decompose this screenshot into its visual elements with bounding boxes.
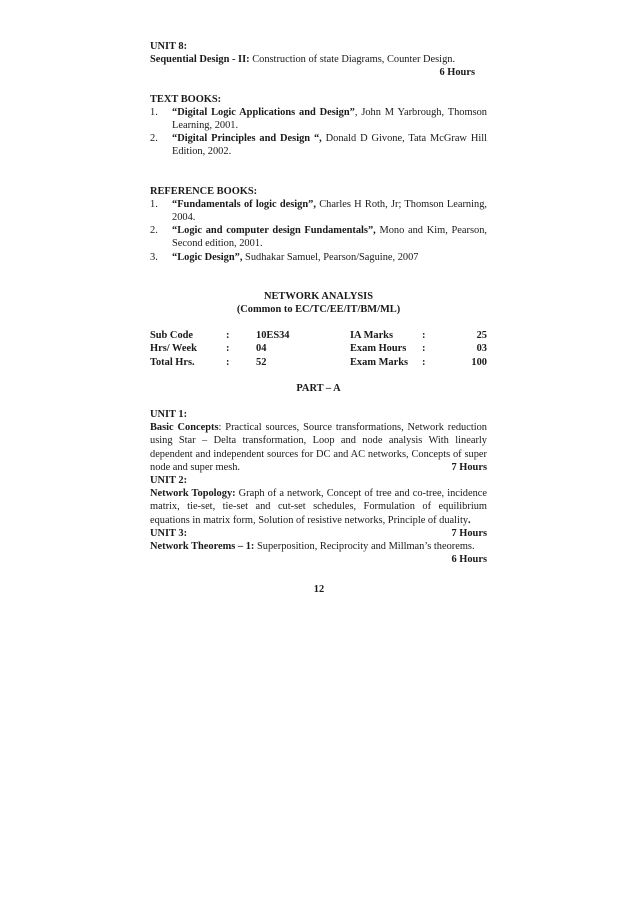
reference-number: 1. xyxy=(150,198,158,210)
hrs-week-label: Hrs/ Week xyxy=(150,343,197,355)
textbook-item xyxy=(150,106,487,132)
reference-number: 3. xyxy=(150,251,158,263)
total-hrs-value: 52 xyxy=(256,356,267,368)
separator: : xyxy=(226,330,230,342)
separator: : xyxy=(226,343,230,355)
textbooks-list xyxy=(150,106,487,159)
table-row xyxy=(150,356,487,369)
unit1-hours: 7 Hours xyxy=(451,461,487,473)
reference-item xyxy=(150,224,487,250)
unit3-label: Network Theorems – 1: xyxy=(150,541,255,553)
reference-item xyxy=(150,251,487,264)
course-common: (Common to EC/TC/EE/IT/BM/ML) xyxy=(236,304,401,316)
unit2-title: UNIT 2: xyxy=(150,475,188,487)
textbook-details: , John M Yarbrough, Thomson Learning, 2001. xyxy=(172,106,487,132)
separator: : xyxy=(422,356,426,368)
course-info-table xyxy=(150,329,487,369)
sub-code-label: Sub Code xyxy=(150,330,194,342)
reference-details: Charles H Roth, Jr; Thomson Learning, 2004. xyxy=(172,198,487,224)
exam-marks-value: 100 xyxy=(471,356,487,368)
course-title: NETWORK ANALYSIS xyxy=(263,290,374,302)
unit1-content xyxy=(150,421,487,474)
reference-details: Mono and Kim, Pearson, Second edition, 2001. xyxy=(172,225,487,250)
reference-title: “Logic and computer design Fundamentals”, xyxy=(172,225,376,237)
exam-marks-label: Exam Marks xyxy=(350,356,409,368)
table-row xyxy=(150,329,487,342)
textbook-title: “Digital Logic Applications and Design” xyxy=(172,106,355,118)
reference-heading: REFERENCE BOOKS: xyxy=(150,185,258,197)
unit8-title: UNIT 8: xyxy=(150,41,188,52)
table-row xyxy=(150,342,487,355)
part-heading: PART – A xyxy=(296,382,341,394)
reference-title: “Logic Design”, xyxy=(172,251,243,263)
unit3-hours: 6 Hours xyxy=(451,554,487,566)
reference-number: 2. xyxy=(150,225,158,237)
hrs-week-value: 04 xyxy=(256,343,267,355)
exam-hours-label: Exam Hours xyxy=(350,343,407,355)
sub-code-value: 10ES34 xyxy=(256,330,290,342)
unit8-topic-label: Sequential Design - II: xyxy=(150,54,250,66)
unit2-text: Graph of a network, Concept of tree and co-tree, incidence matrix, tie-set, tie-set and cut-set schedules, Formulation of equilibrium equations in matrix form, Solution of resistive networks, Principle of duality xyxy=(150,488,487,526)
separator: : xyxy=(422,330,426,342)
textbook-title: “Digital Principles and Design “, xyxy=(172,133,322,145)
unit2-hours: 7 Hours xyxy=(451,527,487,539)
unit3-content xyxy=(150,540,487,566)
textbook-item xyxy=(150,132,487,158)
reference-item xyxy=(150,198,487,224)
separator: : xyxy=(226,356,230,368)
unit1-label: Basic Concepts xyxy=(150,422,219,434)
reference-details: Sudhakar Samuel, Pearson/Saguine, 2007 xyxy=(242,251,419,263)
exam-hours-value: 03 xyxy=(476,343,487,355)
unit3-title: UNIT 3: xyxy=(150,527,188,539)
unit3-text: Superposition, Reciprocity and Millman’s theorems. xyxy=(254,541,475,553)
page-number: 12 xyxy=(313,584,325,595)
unit8-content xyxy=(150,53,487,66)
reference-title: “Fundamentals of logic design”, xyxy=(172,198,316,210)
textbooks-heading: TEXT BOOKS: xyxy=(150,93,222,105)
unit1-text: : Practical sources, Source transformations, Network reduction using Star – Delta transformation, Loop and node analysis With linearly dependent and independent sources for DC and AC networks, Concepts of super node and super mesh. xyxy=(150,422,488,473)
ia-marks-value: 25 xyxy=(476,330,487,342)
ia-marks-label: IA Marks xyxy=(350,330,394,342)
textbook-number: 2. xyxy=(150,133,158,145)
reference-list xyxy=(150,198,487,264)
document-page xyxy=(150,40,487,567)
total-hrs-label: Total Hrs. xyxy=(150,356,195,368)
unit1-title: UNIT 1: xyxy=(150,409,188,421)
unit8-hours: 6 Hours xyxy=(439,67,475,79)
textbook-details: Donald D Givone, Tata McGraw Hill Edition, 2002. xyxy=(172,133,487,158)
separator: : xyxy=(422,343,426,355)
unit2-label: Network Topology: xyxy=(150,488,236,500)
unit2-period: . xyxy=(468,514,471,526)
textbook-number: 1. xyxy=(150,106,158,118)
unit8-topic-text: Construction of state Diagrams, Counter Design. xyxy=(249,54,456,66)
